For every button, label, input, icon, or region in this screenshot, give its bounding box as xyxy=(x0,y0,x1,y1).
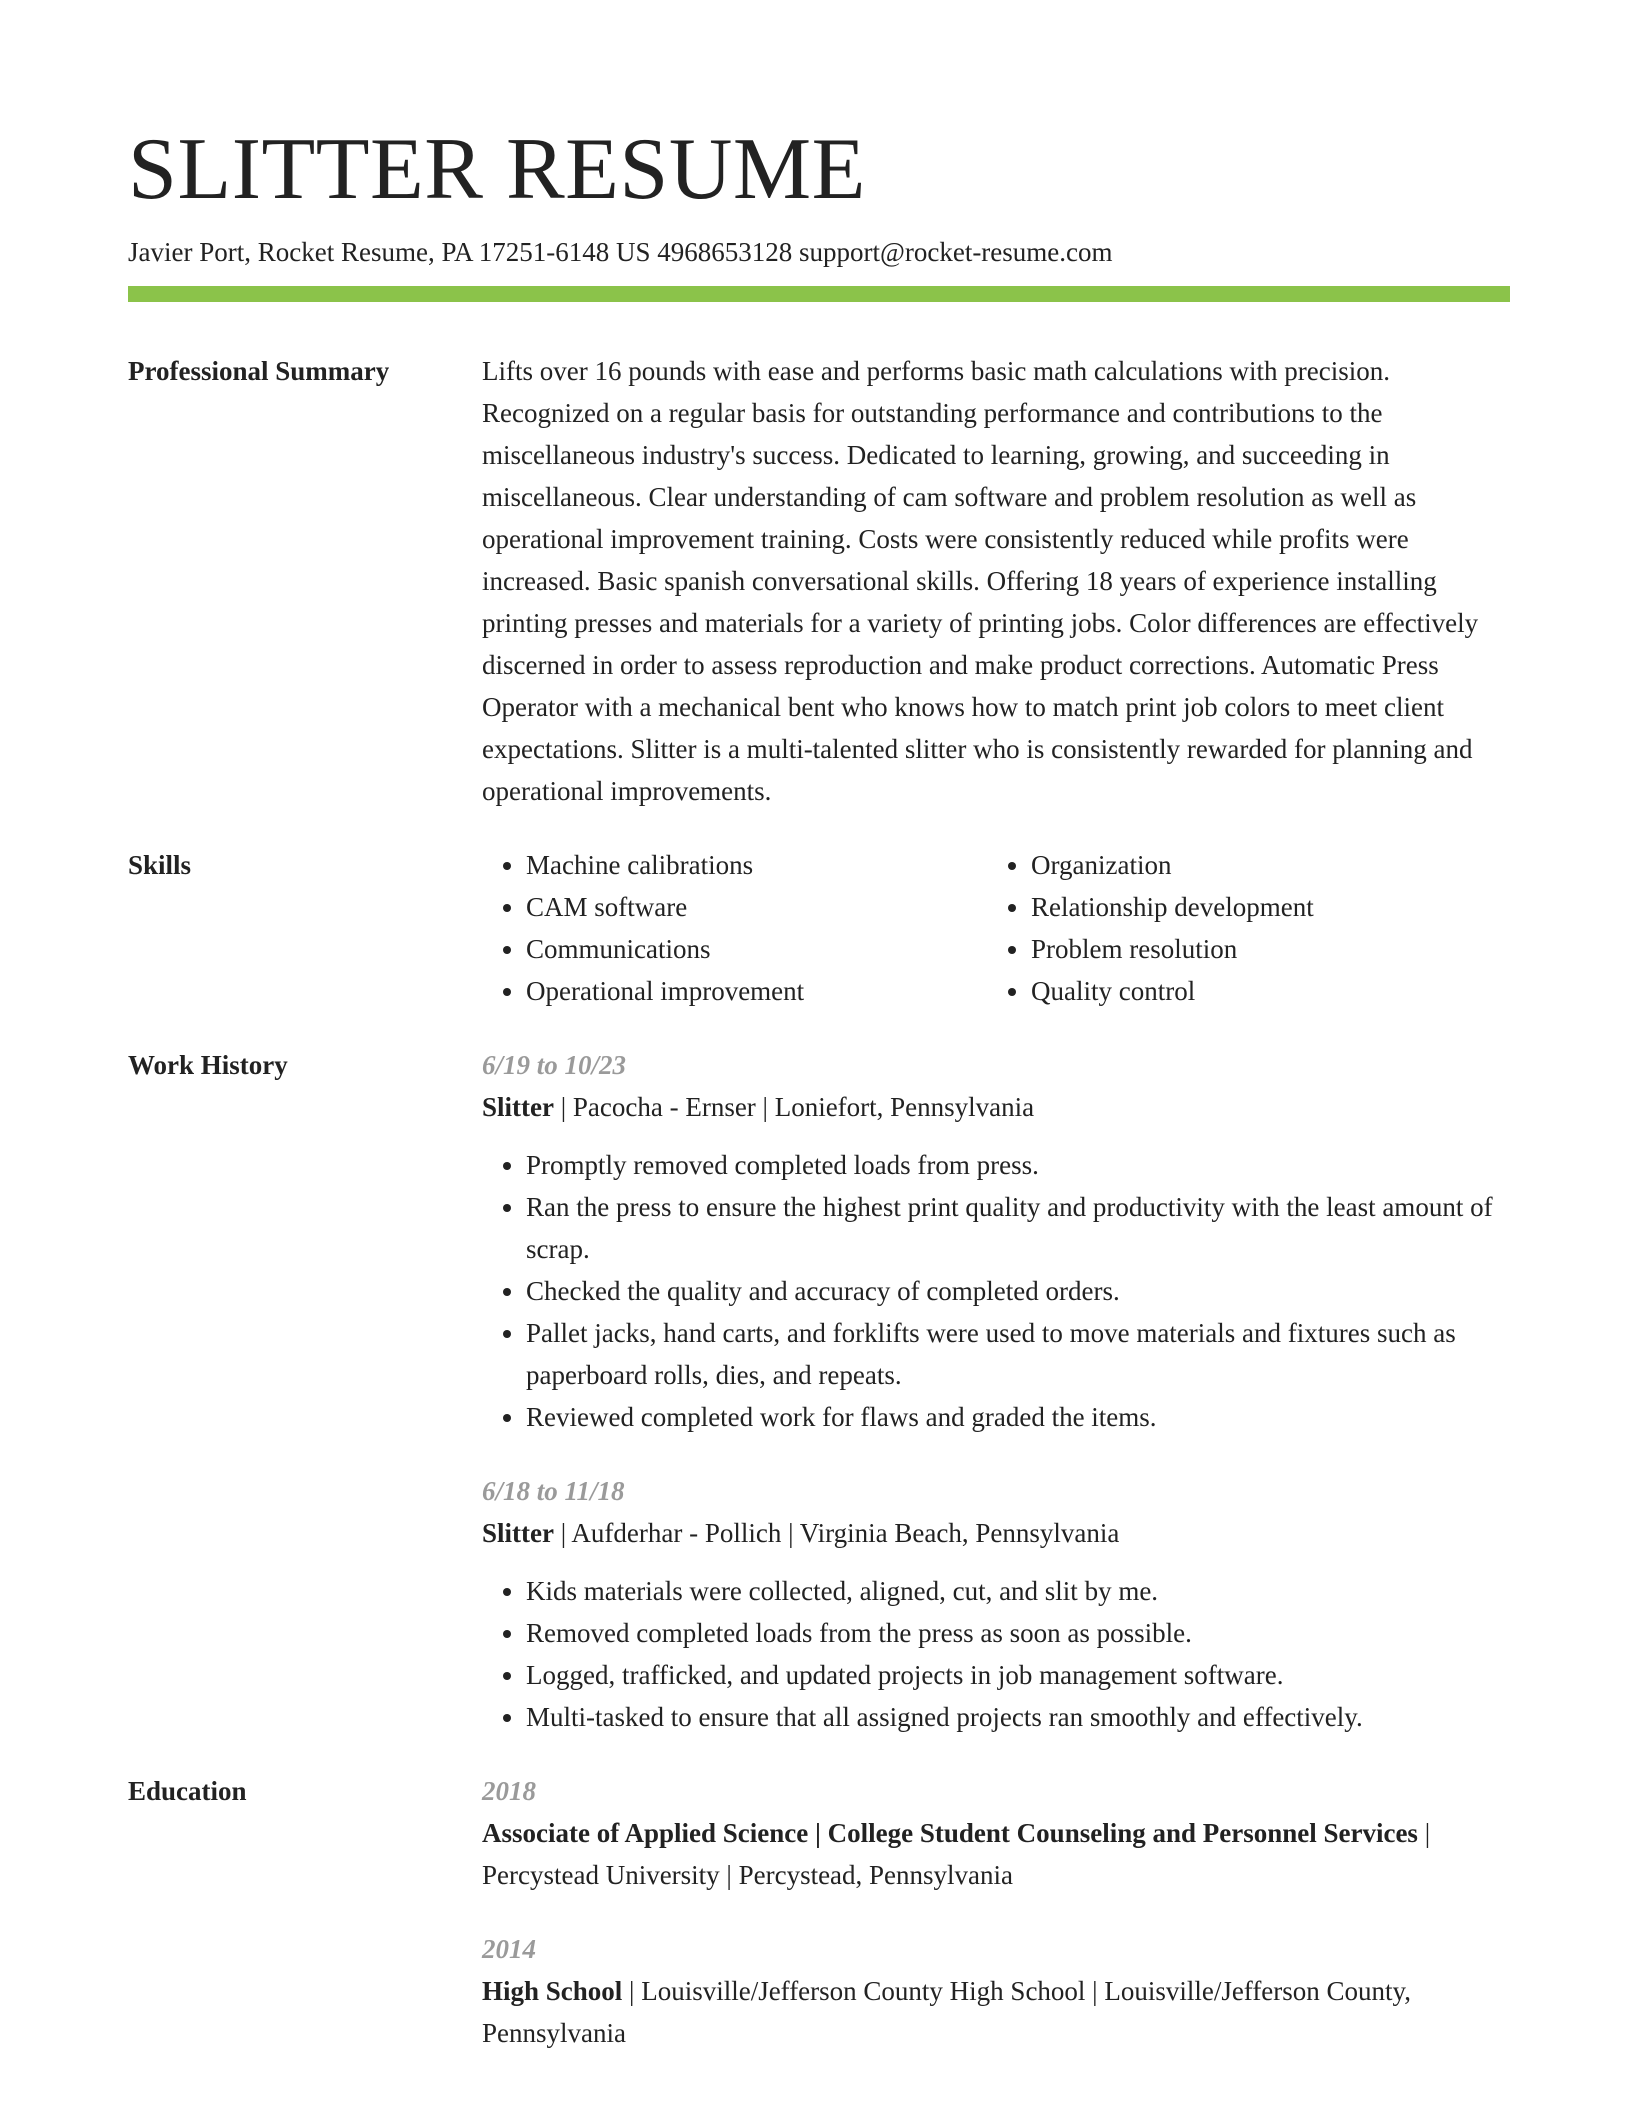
work-section xyxy=(128,1044,1510,1738)
skills-label: Skills xyxy=(128,850,192,880)
skill-item: • Problem resolution xyxy=(1031,928,1510,970)
job-title: Slitter xyxy=(482,1092,554,1122)
job-bullet: • Multi-tasked to ensure that all assigned projects ran smoothly and effectively. xyxy=(526,1696,1510,1738)
job-bullets xyxy=(482,1144,1510,1438)
job-entry xyxy=(482,1470,1510,1738)
education-line xyxy=(482,1812,1510,1896)
education-date: 2018 xyxy=(482,1776,536,1806)
job-employer: | Pacocha - Ernser | Loniefort, Pennsylvania xyxy=(553,1092,1035,1122)
skill-item: • Organization xyxy=(1031,844,1510,886)
summary-label: Professional Summary xyxy=(128,356,390,386)
education-school: | Percystead University | Percystead, Pennsylvania xyxy=(482,1818,1431,1890)
job-title-line xyxy=(482,1512,1510,1554)
skill-item: • Communications xyxy=(526,928,987,970)
summary-text: Lifts over 16 pounds with ease and performs basic math calculations with precision. Recognized on a regular basis for outstanding performance and contributions to the miscellaneous industry's success. Dedicated to learning, growing, and succeeding in miscellaneous. Clear understanding of cam software and problem resolution as well as operational improvement training. Costs were consistently reduced while profits were increased. Basic spanish conversational skills. Offering 18 years of experience installing printing presses and materials for a variety of printing jobs. Color differences are effectively discerned in order to assess reproduction and make product corrections. Automatic Press Operator with a mechanical bent who knows how to match print job colors to meet client expectations. Slitter is a multi-talented slitter who is consistently rewarded for planning and operational improvements. xyxy=(482,356,1479,806)
education-label: Education xyxy=(128,1776,247,1806)
skills-list xyxy=(482,844,1510,1012)
education-section xyxy=(128,1770,1510,2054)
job-title-line xyxy=(482,1086,1510,1128)
resume-title: SLITTER RESUME xyxy=(128,121,866,218)
education-entry xyxy=(482,1770,1510,1896)
skill-item: • Operational improvement xyxy=(526,970,987,1012)
job-bullet: • Removed completed loads from the press as soon as possible. xyxy=(526,1612,1510,1654)
job-date: 6/18 to 11/18 xyxy=(482,1476,625,1506)
skills-section xyxy=(128,844,1510,1012)
education-entry xyxy=(482,1928,1510,2054)
skill-item: • Machine calibrations xyxy=(526,844,987,886)
education-line xyxy=(482,1970,1510,2054)
skill-item: • CAM software xyxy=(526,886,987,928)
contact-line: Javier Port, Rocket Resume, PA 17251-6148 US 4968653128 support@rocket-resume.com xyxy=(128,237,1113,267)
education-school: | Louisville/Jefferson County High School | Louisville/Jefferson County, Pennsylvania xyxy=(482,1976,1412,2048)
job-bullets xyxy=(482,1570,1510,1738)
education-degree: High School xyxy=(482,1976,623,2006)
job-bullet: • Reviewed completed work for flaws and graded the items. xyxy=(526,1396,1510,1438)
skill-item: • Relationship development xyxy=(1031,886,1510,928)
job-bullet: • Promptly removed completed loads from press. xyxy=(526,1144,1510,1186)
work-label: Work History xyxy=(128,1050,288,1080)
job-bullet: • Checked the quality and accuracy of completed orders. xyxy=(526,1270,1510,1312)
skills-column-right xyxy=(987,844,1510,1012)
job-entry xyxy=(482,1044,1510,1438)
summary-section xyxy=(128,350,1510,812)
job-date: 6/19 to 10/23 xyxy=(482,1050,627,1080)
education-degree: Associate of Applied Science | College Student Counseling and Personnel Services xyxy=(482,1818,1418,1848)
skills-column-left xyxy=(482,844,987,1012)
accent-divider xyxy=(128,286,1510,302)
job-bullet: • Ran the press to ensure the highest print quality and productivity with the least amount of scrap. xyxy=(526,1186,1510,1270)
resume-page xyxy=(128,118,1510,2054)
job-bullet: • Pallet jacks, hand carts, and forklifts were used to move materials and fixtures such as paperboard rolls, dies, and repeats. xyxy=(526,1312,1510,1396)
job-bullet: • Logged, trafficked, and updated projects in job management software. xyxy=(526,1654,1510,1696)
job-bullet: • Kids materials were collected, aligned, cut, and slit by me. xyxy=(526,1570,1510,1612)
job-title: Slitter xyxy=(482,1518,554,1548)
education-date: 2014 xyxy=(482,1934,536,1964)
skill-item: • Quality control xyxy=(1031,970,1510,1012)
job-employer: | Aufderhar - Pollich | Virginia Beach, Pennsylvania xyxy=(553,1518,1120,1548)
